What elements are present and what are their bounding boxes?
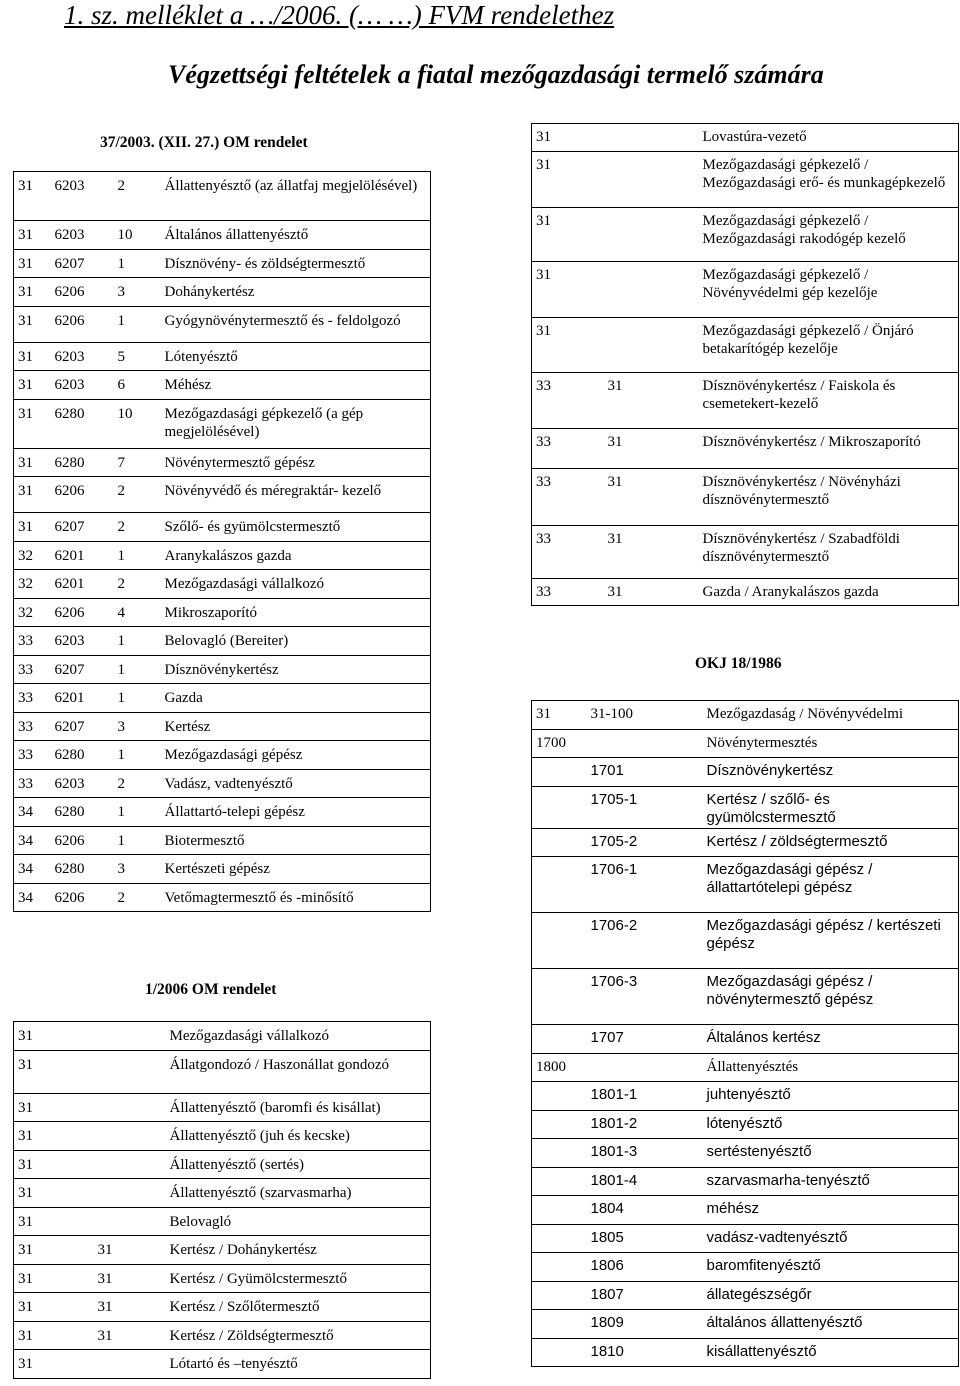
table-cell: méhész [699,1196,959,1225]
table-cell: 1809 [587,1310,699,1339]
table-cell: Mezőgazdasági gépész / állattartótelepi gépész [699,857,959,913]
table-cell [532,1196,587,1225]
table-cell: Lótenyésztő [161,342,431,371]
table-cell: 6207 [51,655,114,684]
table-cell: kisállattenyésztő [699,1338,959,1367]
table-cell [604,124,699,152]
table-cell: 6 [114,371,161,400]
table-cell: Kertész / Zöldségtermesztő [166,1321,431,1350]
table-row [532,758,959,787]
table-cell: Mezőgazdaság / Növényvédelmi [699,701,959,730]
table-row [14,627,431,656]
table-cell: Általános állattenyésztő [161,221,431,250]
table-row [14,1050,431,1093]
table-cell: 31 [532,318,604,373]
table-cell: 31 [14,278,51,307]
table-cell: 6203 [51,627,114,656]
table-cell: 5 [114,342,161,371]
table-cell: 33 [532,429,604,469]
table-cell: 1 [114,826,161,855]
table-cell: 31 [14,306,51,342]
table-cell: vadász-vadtenyésztő [699,1224,959,1253]
table-row [14,513,431,542]
table-cell [532,1253,587,1282]
table-cell: Mezőgazdasági gépkezelő / Növényvédelmi gép kezelője [699,262,959,318]
table-cell: Mezőgazdasági gépész / kertészeti gépész [699,913,959,969]
table-cell: Dísznövénykertész / Szabadföldi dísznövénytermesztő [699,526,959,579]
table-cell: 31 [14,1350,94,1379]
table-cell: Állatgondozó / Haszonállat gondozó [166,1050,431,1093]
table-cell [532,1281,587,1310]
table-cell: baromfitenyésztő [699,1253,959,1282]
okj-1986-table [531,700,959,1367]
table-cell: 6206 [51,883,114,912]
table-cell: Mikroszaporító [161,598,431,627]
om-2006-table [13,1021,431,1379]
table-row [532,969,959,1025]
table-cell [94,1022,166,1051]
table-cell: 31 [14,1321,94,1350]
table-cell: 32 [14,570,51,599]
table-cell: 6206 [51,278,114,307]
table-row [14,278,431,307]
table-cell: Növénytermesztő gépész [161,448,431,477]
table-row [14,541,431,570]
table-row [14,769,431,798]
table-cell: Állattartó-telepi gépész [161,798,431,827]
table-cell: 31 [14,1022,94,1051]
table-cell: Dísznövénykertész / Faiskola és csemetekert-kezelő [699,373,959,429]
table-cell: 31 [604,579,699,606]
table-cell: Gazda / Aranykalászos gazda [699,579,959,606]
table-cell: 6203 [51,221,114,250]
table-cell: 33 [532,579,604,606]
table-row [14,306,431,342]
table-cell: 6207 [51,513,114,542]
om-2006-heading: 1/2006 OM rendelet [145,981,277,998]
table-cell: sertéstenyésztő [699,1139,959,1168]
table-row [532,1281,959,1310]
table-cell: 31 [14,1150,94,1179]
table-cell: 34 [14,883,51,912]
table-cell: Mezőgazdasági gépkezelő (a gép megjelölésével) [161,399,431,448]
table-row [14,1236,431,1265]
table-row [532,262,959,318]
table-cell: Dísznövénykertész / Növényházi dísznövénytermesztő [699,469,959,526]
table-row [14,1093,431,1122]
table-cell: 1700 [532,729,587,758]
table-row [14,221,431,250]
table-row [532,1110,959,1139]
table-row [532,208,959,262]
table-cell: Mezőgazdasági gépész [161,741,431,770]
table-cell [532,913,587,969]
table-cell: 31 [532,124,604,152]
table-cell: Kertész / Dohánykertész [166,1236,431,1265]
table-cell: 31 [604,429,699,469]
table-cell: 32 [14,541,51,570]
table-cell: 1804 [587,1196,699,1225]
table-cell: 2 [114,477,161,513]
table-cell: 6206 [51,826,114,855]
table-cell: 6203 [51,172,114,221]
om-2003-heading: 37/2003. (XII. 27.) OM rendelet [100,134,308,151]
table-cell: Szőlő- és gyümölcstermesztő [161,513,431,542]
table-row [532,786,959,828]
table-cell: 2 [114,570,161,599]
table-row [14,712,431,741]
table-cell: 6207 [51,249,114,278]
table-cell: 31 [604,373,699,429]
table-cell: Gazda [161,684,431,713]
table-row [14,399,431,448]
table-cell: 6203 [51,769,114,798]
table-cell: 33 [14,712,51,741]
table-cell: Állattenyésztő (baromfi és kisállat) [166,1093,431,1122]
table-cell: Kertész / Gyümölcstermesztő [166,1264,431,1293]
table-row [532,701,959,730]
table-cell: Dísznövénykertész [699,758,959,787]
table-row [14,249,431,278]
table-cell: lótenyésztő [699,1110,959,1139]
table-cell: 1706-1 [587,857,699,913]
table-row [532,1338,959,1367]
table-cell [587,729,699,758]
table-cell: Növényvédő és méregraktár- kezelő [161,477,431,513]
table-cell: 31 [532,152,604,208]
table-cell: 2 [114,769,161,798]
table-cell: 33 [14,769,51,798]
table-row [14,477,431,513]
table-cell: 1801-3 [587,1139,699,1168]
table-row [532,913,959,969]
table-cell: Belovagló (Bereiter) [161,627,431,656]
table-row [532,1167,959,1196]
table-cell: Aranykalászos gazda [161,541,431,570]
table-cell: 31 [14,399,51,448]
table-cell [94,1150,166,1179]
main-title: Végzettségi feltételek a fiatal mezőgazdasági termelő számára [168,60,824,89]
table-cell: 31 [14,172,51,221]
table-cell [532,1025,587,1054]
table-cell: Kertész / Szőlőtermesztő [166,1293,431,1322]
table-cell [94,1122,166,1151]
table-cell: 6207 [51,712,114,741]
table-cell: Növénytermesztés [699,729,959,758]
table-cell [532,1167,587,1196]
table-cell: 31 [14,513,51,542]
table-cell [532,1224,587,1253]
okj-1986-heading: OKJ 18/1986 [695,655,782,672]
table-cell: 31 [94,1236,166,1265]
table-cell: 7 [114,448,161,477]
table-cell: 3 [114,855,161,884]
table-row [14,1179,431,1208]
table-row [14,855,431,884]
table-cell: 6201 [51,541,114,570]
table-cell: 10 [114,399,161,448]
table-row [532,1310,959,1339]
table-cell: Kertész / szőlő- és gyümölcstermesztő [699,786,959,828]
table-cell: 1 [114,541,161,570]
table-cell: Állattenyésztés [699,1053,959,1082]
table-cell: 1810 [587,1338,699,1367]
om-2003-table [13,171,431,912]
table-row [532,1025,959,1054]
table-row [532,124,959,152]
table-cell: 31 [14,1236,94,1265]
table-cell [532,828,587,857]
table-cell: 33 [14,741,51,770]
table-cell: 1 [114,306,161,342]
table-cell: Vadász, vadtenyésztő [161,769,431,798]
table-row [532,1139,959,1168]
table-cell: 31 [14,371,51,400]
table-cell: 6280 [51,448,114,477]
table-cell [532,1139,587,1168]
table-cell [532,1310,587,1339]
table-cell: 1701 [587,758,699,787]
table-cell: 32 [14,598,51,627]
table-cell: Belovagló [166,1207,431,1236]
table-cell [604,208,699,262]
table-row [14,1321,431,1350]
table-row [14,570,431,599]
table-row [14,598,431,627]
table-row [532,373,959,429]
table-cell [94,1050,166,1093]
table-cell: 6201 [51,684,114,713]
table-cell: 31 [14,448,51,477]
table-cell: Dísznövénykertész / Mikroszaporító [699,429,959,469]
table-cell: 33 [14,627,51,656]
table-cell: 1 [114,655,161,684]
table-row [14,1122,431,1151]
table-cell [94,1207,166,1236]
table-cell: Lótartó és –tenyésztő [166,1350,431,1379]
table-cell: Állattenyésztő (juh és kecske) [166,1122,431,1151]
table-cell: 31 [14,249,51,278]
table-cell: 33 [532,373,604,429]
table-cell: 31 [14,1179,94,1208]
table-cell: 6280 [51,399,114,448]
table-cell: 1 [114,627,161,656]
table-cell [532,786,587,828]
table-cell: Mezőgazdasági vállalkozó [166,1022,431,1051]
table-cell: Dohánykertész [161,278,431,307]
table-cell [604,152,699,208]
table-cell [532,758,587,787]
table-cell: 1805 [587,1224,699,1253]
table-cell: 31 [604,526,699,579]
table-row [14,1264,431,1293]
table-cell: Mezőgazdasági gépkezelő / Mezőgazdasági rakodógép kezelő [699,208,959,262]
table-cell: Lovastúra-vezető [699,124,959,152]
table-cell: Dísznövénykertész [161,655,431,684]
table-cell: 2 [114,513,161,542]
table-row [532,857,959,913]
table-cell: 31 [532,262,604,318]
table-row [14,448,431,477]
table-cell: 33 [532,526,604,579]
table-row [14,826,431,855]
table-cell: juhtenyésztő [699,1082,959,1111]
annex-title: 1. sz. melléklet a …/2006. (… …) FVM rendelethez [64,0,615,30]
table-row [14,371,431,400]
table-cell: Általános kertész [699,1025,959,1054]
table-cell: 1 [114,798,161,827]
table-cell [604,318,699,373]
table-cell: 1806 [587,1253,699,1282]
table-row [532,1196,959,1225]
table-row [532,579,959,606]
table-cell: 1801-1 [587,1082,699,1111]
table-cell: Állattenyésztő (az állatfaj megjelölésével) [161,172,431,221]
table-row [14,1207,431,1236]
table-cell: 31 [94,1321,166,1350]
table-cell: 31 [14,477,51,513]
table-cell: 6206 [51,477,114,513]
table-row [14,684,431,713]
table-cell: Vetőmagtermesztő és -minősítő [161,883,431,912]
table-cell: szarvasmarha-tenyésztő [699,1167,959,1196]
table-row [532,1082,959,1111]
table-cell: 3 [114,712,161,741]
table-row [14,1293,431,1322]
table-row [532,1253,959,1282]
table-row [532,429,959,469]
table-cell: állategészségőr [699,1281,959,1310]
table-cell: 6280 [51,741,114,770]
table-cell: 31-100 [587,701,699,730]
table-row [14,342,431,371]
table-cell [532,1082,587,1111]
table-cell [94,1179,166,1208]
table-cell [532,1110,587,1139]
table-cell: 1706-2 [587,913,699,969]
table-cell: Kertész / zöldségtermesztő [699,828,959,857]
table-cell: 33 [14,684,51,713]
table-cell: 1 [114,741,161,770]
table-cell [532,969,587,1025]
table-cell: 6201 [51,570,114,599]
table-cell: 3 [114,278,161,307]
table-cell: 34 [14,855,51,884]
table-row [14,1350,431,1379]
table-cell: 1705-1 [587,786,699,828]
table-row [532,318,959,373]
table-cell: 34 [14,826,51,855]
table-row [14,798,431,827]
table-cell: Gyógynövénytermesztő és - feldolgozó [161,306,431,342]
table-row [14,1150,431,1179]
table-row [14,655,431,684]
table-cell: 34 [14,798,51,827]
table-cell: Kertész [161,712,431,741]
table-row [14,883,431,912]
table-row [14,1022,431,1051]
table-cell: 31 [14,342,51,371]
table-cell [532,1338,587,1367]
table-cell: 6280 [51,855,114,884]
table-cell: 31 [14,1207,94,1236]
table-cell: 31 [14,1293,94,1322]
table-cell: 33 [14,655,51,684]
table-cell: Biotermesztő [161,826,431,855]
table-cell: 1705-2 [587,828,699,857]
table-row [532,526,959,579]
table-row [532,469,959,526]
table-cell: 31 [14,1264,94,1293]
table-cell: 31 [14,1122,94,1151]
table-row [532,152,959,208]
table-cell: 2 [114,172,161,221]
table-cell: általános állattenyésztő [699,1310,959,1339]
table-cell: Méhész [161,371,431,400]
table-cell [587,1053,699,1082]
table-row [532,1053,959,1082]
table-cell: 1801-2 [587,1110,699,1139]
table-cell: 31 [14,1050,94,1093]
table-cell: 31 [532,208,604,262]
table-row [14,741,431,770]
om-2006-table-continued [531,123,959,606]
table-cell [532,857,587,913]
table-cell: 1 [114,249,161,278]
table-cell: 31 [532,701,587,730]
table-row [532,1224,959,1253]
table-cell [94,1093,166,1122]
table-cell [94,1350,166,1379]
table-cell: 4 [114,598,161,627]
table-row [14,172,431,221]
table-cell: 1707 [587,1025,699,1054]
table-cell: 6280 [51,798,114,827]
table-cell: Kertészeti gépész [161,855,431,884]
table-cell: 1801-4 [587,1167,699,1196]
table-cell: 31 [14,221,51,250]
table-cell: 2 [114,883,161,912]
table-cell: Mezőgazdasági vállalkozó [161,570,431,599]
table-cell: Mezőgazdasági gépkezelő / Önjáró betakarítógép kezelője [699,318,959,373]
table-cell: Állattenyésztő (sertés) [166,1150,431,1179]
table-cell: 10 [114,221,161,250]
table-cell: 31 [94,1264,166,1293]
table-cell: 31 [94,1293,166,1322]
table-cell: Állattenyésztő (szarvasmarha) [166,1179,431,1208]
table-cell: 1706-3 [587,969,699,1025]
table-cell: 33 [532,469,604,526]
table-cell: 1807 [587,1281,699,1310]
table-cell: 6203 [51,342,114,371]
table-cell: 6206 [51,306,114,342]
table-row [532,729,959,758]
table-cell: 6203 [51,371,114,400]
table-cell: Mezőgazdasági gépész / növénytermesztő gépész [699,969,959,1025]
table-cell: Mezőgazdasági gépkezelő / Mezőgazdasági erő- és munkagépkezelő [699,152,959,208]
table-cell: 1800 [532,1053,587,1082]
table-cell [604,262,699,318]
table-cell: 31 [604,469,699,526]
table-cell: 6206 [51,598,114,627]
table-cell: Dísznövény- és zöldségtermesztő [161,249,431,278]
table-cell: 31 [14,1093,94,1122]
table-cell: 1 [114,684,161,713]
table-row [532,828,959,857]
